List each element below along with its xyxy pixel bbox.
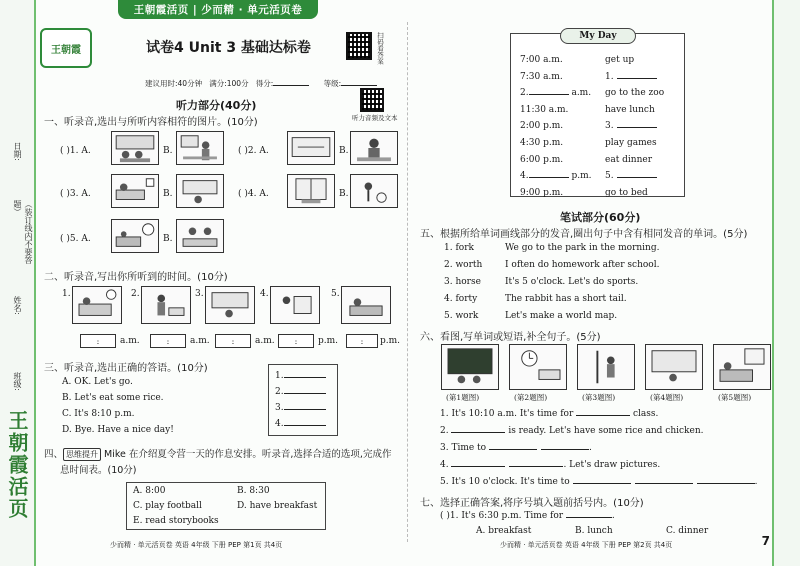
meta-line: 建议用时:40分钟 满分:100分 得分: 等级: xyxy=(145,78,377,89)
s2-time4[interactable]: : xyxy=(278,334,314,348)
s2-n5: 5. xyxy=(331,289,340,299)
s5-word5: 5. work xyxy=(444,311,479,321)
answer-qr-icon[interactable] xyxy=(346,32,372,60)
s3-blank3[interactable]: 3. xyxy=(275,403,326,413)
s6-pic2 xyxy=(509,344,567,390)
s3-blank1[interactable]: 1. xyxy=(275,371,326,381)
s1-q4-b: B. xyxy=(339,189,349,199)
s5-word2: 2. worth xyxy=(444,260,483,270)
my-day-time-8[interactable]: 4. p.m. xyxy=(520,171,592,182)
s6-cap4: (第4题图) xyxy=(650,393,684,402)
s1-q3: ( )3. A. xyxy=(60,189,91,199)
s6-pic4 xyxy=(645,344,703,390)
s1-q2-b: B. xyxy=(339,146,349,156)
s3-blank4[interactable]: 4. xyxy=(275,419,326,429)
s6-line5[interactable]: 5. It's 10 o'clock. It's time to . xyxy=(440,477,758,487)
s5-word3: 3. horse xyxy=(444,277,481,287)
s2-title: 二、听录音,写出你所听到的时间。(10分) xyxy=(44,272,228,283)
binding-strip xyxy=(0,0,36,566)
s1-q5-pic-b xyxy=(176,219,224,253)
s7-q1[interactable]: ( )1. It's 6:30 p.m. Time for . xyxy=(440,511,615,521)
my-day-time-1: 7:00 a.m. xyxy=(520,55,563,65)
s2-pic2 xyxy=(141,286,191,324)
my-day-time-6: 4:30 p.m. xyxy=(520,138,564,148)
s2-pic5 xyxy=(341,286,391,324)
s2-pic1 xyxy=(72,286,122,324)
my-day-time-2: 7:30 a.m. xyxy=(520,71,563,82)
s1-title: 一、听录音,选出与所听内容相符的图片。(10分) xyxy=(44,117,258,128)
s2-pic4 xyxy=(270,286,320,324)
s4-opt-e: E. read storybooks xyxy=(133,516,219,526)
s3-title: 三、听录音,选出正确的答语。(10分) xyxy=(44,363,208,374)
listening-part-title: 听力部分(40分) xyxy=(176,99,257,112)
s2-n4: 4. xyxy=(260,289,269,299)
my-day-activity-3: go to the zoo xyxy=(605,88,665,99)
s4-tag: 思维提升 xyxy=(63,448,101,461)
listening-qr-label: 听力音频及文本 xyxy=(352,114,398,122)
s3-opt-b: B. Let's eat some rice. xyxy=(62,393,164,403)
s1-q3-pic-a xyxy=(111,174,159,208)
s6-cap3: (第3题图) xyxy=(582,393,616,402)
s5-word4: 4. forty xyxy=(444,294,478,304)
my-day-time-3[interactable]: 2. a.m. xyxy=(520,88,592,99)
s2-n2: 2. xyxy=(131,289,140,299)
s4-title-2: 息时间表。(10分) xyxy=(60,465,137,476)
s4-opt-a: A. 8:00 xyxy=(133,486,166,496)
s6-line4[interactable]: 4. . Let's draw pictures. xyxy=(440,460,661,470)
my-day-title: My Day xyxy=(560,28,636,44)
s7-opt-c[interactable]: C. dinner xyxy=(666,526,709,536)
page-number: 7 xyxy=(761,534,770,548)
s1-q3-b: B. xyxy=(163,189,173,199)
s1-q4-pic-a xyxy=(287,174,335,208)
s7-opt-a[interactable]: A. breakfast xyxy=(476,526,532,536)
logo: 王朝霞 xyxy=(40,28,92,68)
s6-pic5 xyxy=(713,344,771,390)
s2-n1: 1. xyxy=(62,289,71,299)
footer-left: 少而精 · 单元活页卷 英语 4年级 下册 PEP 第1页 共4页 xyxy=(110,541,283,549)
name-label: 姓名: xyxy=(13,296,22,315)
s7-opt-b[interactable]: B. lunch xyxy=(575,526,613,536)
my-day-activity-7: eat dinner xyxy=(605,154,653,165)
s5-sent4[interactable]: The rabbit has a short tail. xyxy=(505,294,627,304)
my-day-activity-8[interactable]: 5. xyxy=(605,171,657,181)
s5-sent1[interactable]: We go to the park in the morning. xyxy=(505,243,660,253)
s1-q2-pic-b xyxy=(350,131,398,165)
s2-time3[interactable]: : xyxy=(215,334,251,348)
s5-sent3[interactable]: It's 5 o'clock. Let's do sports. xyxy=(505,277,639,287)
s1-q4-pic-b xyxy=(350,174,398,208)
s6-cap1: (第1题图) xyxy=(446,393,480,402)
s2-n3: 3. xyxy=(195,289,204,299)
class-label: 班级: xyxy=(13,372,22,391)
s1-q1: ( )1. A. xyxy=(60,146,91,156)
date-label: 日期: xyxy=(13,142,22,161)
my-day-activity-4: have lunch xyxy=(605,104,655,115)
listening-qr-icon[interactable] xyxy=(360,88,384,112)
s6-pic1 xyxy=(441,344,499,390)
my-day-time-5: 2:00 p.m. xyxy=(520,121,564,132)
s2-ampm3: a.m. xyxy=(255,336,275,346)
s3-opt-c: C. It's 8:10 p.m. xyxy=(62,409,135,419)
s2-ampm5: p.m. xyxy=(380,336,401,346)
my-day-activity-2[interactable]: 1. xyxy=(605,72,657,82)
s5-word1: 1. fork xyxy=(444,243,474,253)
page-title: 试卷4 Unit 3 基础达标卷 xyxy=(146,40,311,56)
s1-q2: ( )2. A. xyxy=(238,146,269,156)
qr-label: 扫码看答案 xyxy=(376,32,384,65)
s2-time2[interactable]: : xyxy=(150,334,186,348)
s6-line2[interactable]: 2. is ready. Let's have some rice and chicken. xyxy=(440,426,704,436)
my-day-activity-1: get up xyxy=(605,55,635,65)
my-day-activity-6: play games xyxy=(605,138,657,148)
s1-q3-pic-b xyxy=(176,174,224,208)
s1-q2-pic-a xyxy=(287,131,335,165)
header-band: 王朝霞活页 | 少而精 · 单元活页卷 xyxy=(118,0,318,19)
s1-q1-pic-b xyxy=(176,131,224,165)
binding-note: （装订线内不要答题） xyxy=(13,200,33,264)
my-day-time-7: 6:00 p.m. xyxy=(520,154,564,165)
s2-ampm2: a.m. xyxy=(190,336,210,346)
right-border xyxy=(772,0,800,566)
my-day-activity-5[interactable]: 3. xyxy=(605,121,657,131)
s4-options-box xyxy=(126,482,326,530)
s5-title: 五、根据所给单词画线部分的发音,圈出句子中含有相同发音的单词。(5分) xyxy=(420,229,748,240)
s3-opt-a: A. OK. Let's go. xyxy=(62,377,133,387)
s2-time5[interactable]: : xyxy=(346,334,378,348)
s5-sent2[interactable]: I often do homework after school. xyxy=(505,260,660,270)
my-day-time-4: 11:30 a.m. xyxy=(520,104,569,115)
writing-part-title: 笔试部分(60分) xyxy=(560,211,641,224)
s3-opt-d: D. Bye. Have a nice day! xyxy=(62,425,174,435)
s2-pic3 xyxy=(205,286,255,324)
s1-q5-pic-a xyxy=(111,219,159,253)
footer-right: 少而精 · 单元活页卷 英语 4年级 下册 PEP 第2页 共4页 xyxy=(500,541,673,549)
s1-q1-b: B. xyxy=(163,146,173,156)
s1-q4: ( )4. A. xyxy=(238,189,269,199)
s6-line3[interactable]: 3. Time to . xyxy=(440,443,592,453)
s4-opt-c: C. play football xyxy=(133,501,202,511)
s1-q5-b: B. xyxy=(163,234,173,244)
s6-pic3 xyxy=(577,344,635,390)
s2-ampm4: p.m. xyxy=(318,336,339,346)
s6-cap2: (第2题图) xyxy=(514,393,548,402)
s7-title: 七、选择正确答案,将序号填入题前括号内。(10分) xyxy=(420,498,644,509)
s4-opt-d: D. have breakfast xyxy=(237,501,318,511)
s4-opt-b: B. 8:30 xyxy=(237,486,270,496)
my-day-activity-9: go to bed xyxy=(605,187,648,198)
s3-answer-box xyxy=(268,364,338,436)
s2-time1[interactable]: : xyxy=(80,334,116,348)
my-day-time-9: 9:00 p.m. xyxy=(520,187,564,198)
s6-line1[interactable]: 1. It's 10:10 a.m. It's time for class. xyxy=(440,409,659,419)
s3-blank2[interactable]: 2. xyxy=(275,387,326,397)
s6-title: 六、看图,写单词或短语,补全句子。(5分) xyxy=(420,332,601,343)
s1-q1-pic-a xyxy=(111,131,159,165)
s5-sent5[interactable]: Let's make a world map. xyxy=(505,311,618,321)
s4-title: 四、 思维提升 Mike 在介绍夏令营一天的作息安排。听录音,选择合适的选项,完成作 xyxy=(44,449,392,460)
s2-ampm1: a.m. xyxy=(120,336,140,346)
page-divider xyxy=(407,22,408,542)
s1-q5: ( )5. A. xyxy=(60,234,91,244)
brand-vertical: 王朝霞活页 xyxy=(5,410,29,520)
s6-cap5: (第5题图) xyxy=(718,393,752,402)
